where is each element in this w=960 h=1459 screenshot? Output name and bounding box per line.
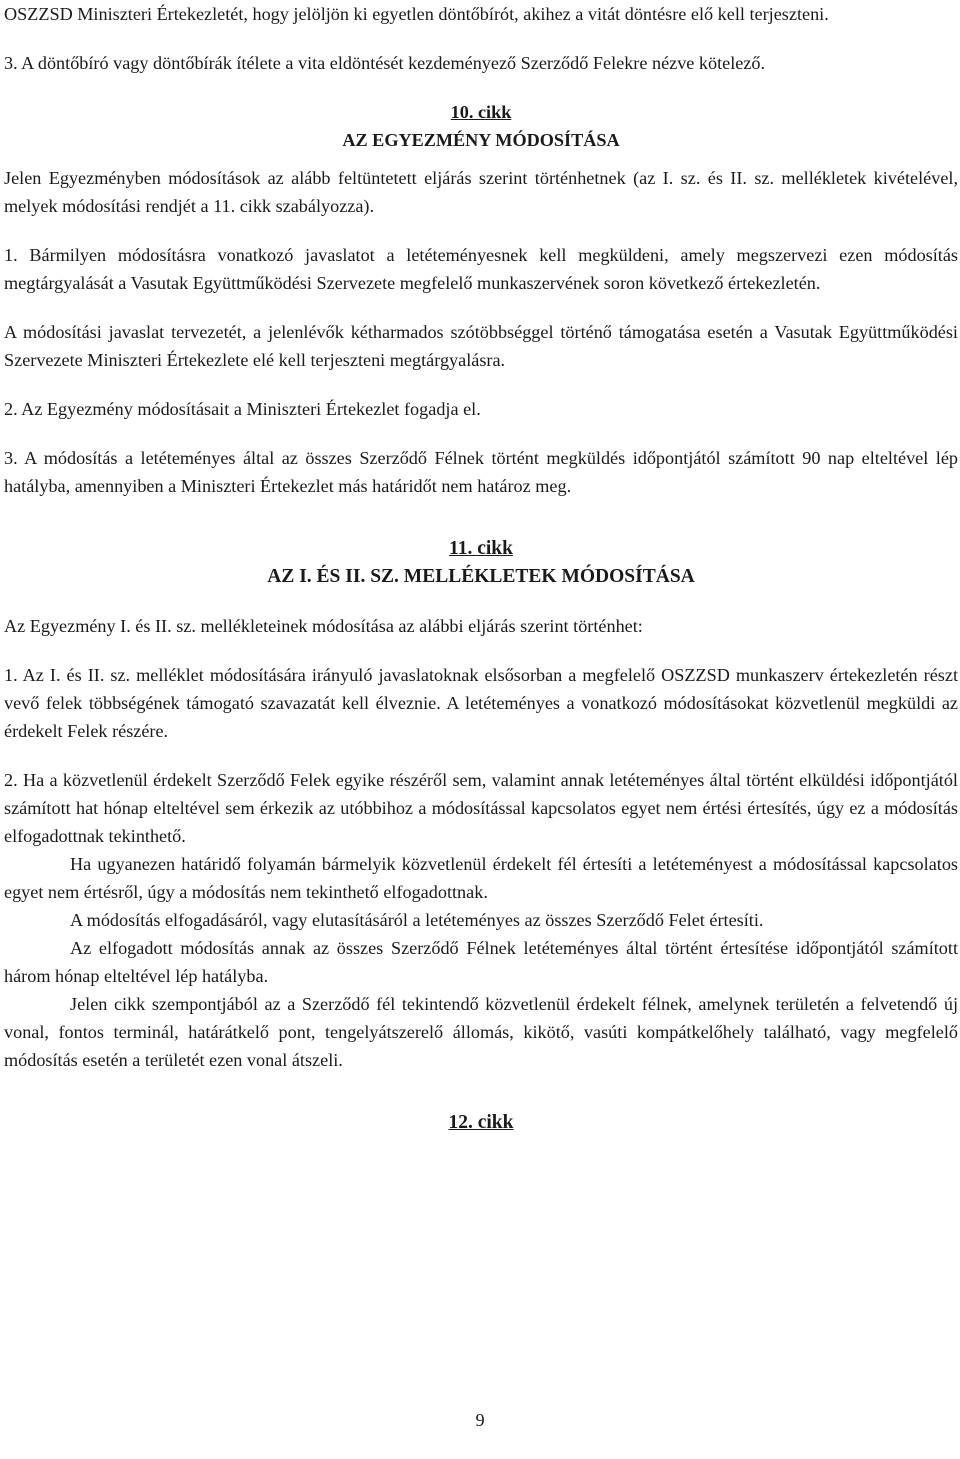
article-10-number <box>4 98 958 126</box>
article-10-paragraph-2: 1. Bármilyen módosításra vonatkozó javaslatot a letéteményesnek kell megküldeni, amely megszervezi ezen módosítás megtárgyalását a Vasutak Együttműködési Szervezete megfelelő munkaszervének soron következő értekezletén. <box>4 245 958 293</box>
article-11-paragraph-3: 2. Ha a közvetlenül érdekelt Szerződő Felek egyike részéről sem, valamint annak letéteményes által történt elküldési időpontjától számított hat hónap elteltével sem érkezik az utóbbihoz a módosítással kapcsolatos egyet nem értési értesítés, úgy ez a módosítás elfogadottnak tekinthető. <box>4 770 958 846</box>
article-11-number <box>4 535 958 563</box>
article-11-paragraph-6: Az elfogadott módosítás annak az összes Szerződő Félnek letéteményes által történt értesítése időpontjától számított három hónap elteltével lép hatályba. <box>4 938 958 986</box>
article-10-paragraph-1: Jelen Egyezményben módosítások az alább feltüntetett eljárás szerint történhetnek (az I. sz. és II. sz. mellékletek kivételével, melyek módosítási rendjét a 11. cikk szabályozza). <box>4 168 958 216</box>
article-10-number-text: 10. cikk <box>450 102 512 122</box>
article-11-paragraph-7: Jelen cikk szempontjából az a Szerződő fél tekintendő közvetlenül érdekelt félnek, amelynek területén a felvetendő új vonal, fontos terminál, határátkelő pont, tengelyátszerelő állomás, kikötő, vasúti kompátkelőhely található, vagy megfelelő módosítás esetén a területét ezen vonal átszeli. <box>4 994 958 1070</box>
document-page <box>4 0 958 1137</box>
article-10-paragraph-3: A módosítási javaslat tervezetét, a jelenlévők kétharmados szótöbbséggel történő támogatása esetén a Vasutak Együttműködési Szervezete Miniszteri Értekezlete elé kell terjeszteni megtárgyalásra. <box>4 322 958 370</box>
article-10 <box>4 98 958 500</box>
article-11-paragraph-5: A módosítás elfogadásáról, vagy elutasításáról a letéteményes az összes Szerződő Felet értesíti. <box>70 910 764 930</box>
article-11-paragraph-4: Ha ugyanezen határidő folyamán bármelyik közvetlenül érdekelt fél értesíti a letéteményest a módosítással kapcsolatos egyet nem értésről, úgy a módosítás nem tekinthető elfogadottnak. <box>4 854 958 902</box>
page-number: 9 <box>475 1410 485 1430</box>
article-10-paragraph-5: 3. A módosítás a letéteményes által az összes Szerződő Félnek történt megküldés időpontjától számított 90 nap elteltével lép hatályba, amennyiben a Miniszteri Értekezlet más határidőt nem határoz meg. <box>4 448 958 496</box>
article-11-paragraph-1: Az Egyezmény I. és II. sz. mellékleteinek módosítása az alábbi eljárás szerint történhet: <box>4 616 643 636</box>
article-12 <box>4 1109 958 1137</box>
article-11-title: AZ I. ÉS II. SZ. MELLÉKLETEK MÓDOSÍTÁSA <box>267 566 695 587</box>
article-12-number <box>4 1109 958 1137</box>
article-10-title: AZ EGYEZMÉNY MÓDOSÍTÁSA <box>342 130 620 150</box>
article-12-number-text: 12. cikk <box>448 1112 514 1133</box>
intro-paragraph-1: OSZZSD Miniszteri Értekezletét, hogy jelöljön ki egyetlen döntőbírót, akihez a vitát döntésre elő kell terjeszteni. <box>4 4 829 24</box>
article-10-paragraph-4: 2. Az Egyezmény módosításait a Miniszteri Értekezlet fogadja el. <box>4 399 481 419</box>
article-11 <box>4 535 958 1074</box>
intro-paragraph-2: 3. A döntőbíró vagy döntőbírák ítélete a vita eldöntését kezdeményező Szerződő Felekre nézve kötelező. <box>4 53 766 73</box>
article-11-paragraph-2: 1. Az I. és II. sz. melléklet módosítására irányuló javaslatoknak elsősorban a megfelelő OSZZSD munkaszerv értekezletén részt vevő felek többségének támogató szavazatát kell élveznie. A letéteményes a vonatkozó módosításokat közvetlenül megküldi az érdekelt Felek részére. <box>4 665 958 741</box>
article-11-number-text: 11. cikk <box>449 538 513 559</box>
